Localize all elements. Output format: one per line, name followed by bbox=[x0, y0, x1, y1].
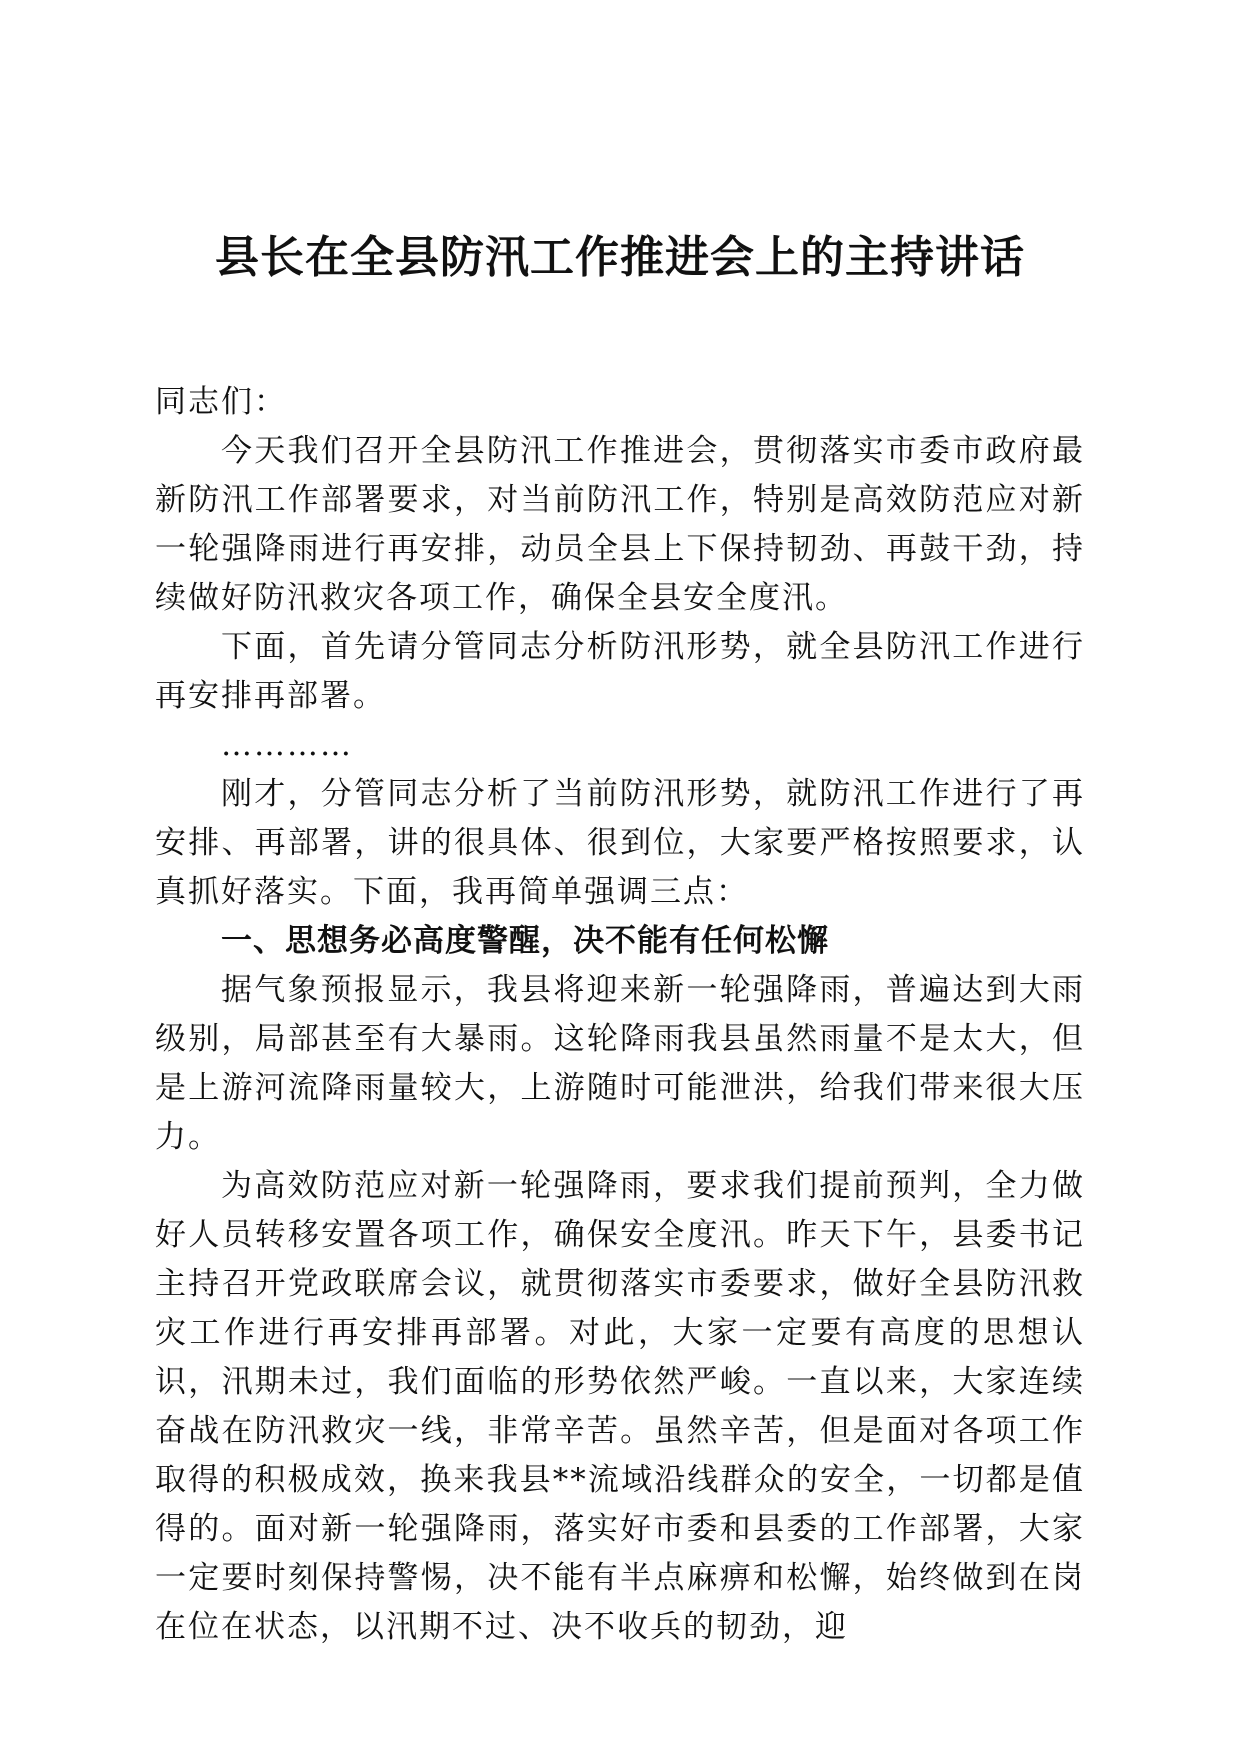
paragraph-agenda: 下面，首先请分管同志分析防汛形势，就全县防汛工作进行再安排再部署。 bbox=[155, 629, 1085, 714]
document-title: 县长在全县防汛工作推进会上的主持讲话 bbox=[215, 232, 1025, 283]
paragraph-summary: 刚才，分管同志分析了当前防汛形势，就防汛工作进行了再安排、再部署，讲的很具体、很到位，大家要严格按照要求，认真抓好落实。下面，我再简单强调三点： bbox=[155, 776, 1085, 910]
section-heading-1: 一、思想务必高度警醒，决不能有任何松懈 bbox=[221, 923, 829, 959]
document-body bbox=[155, 378, 1085, 1652]
paragraph-weather-forecast: 据气象预报显示，我县将迎来新一轮强降雨，普遍达到大雨级别，局部甚至有大暴雨。这轮降雨我县虽然雨量不是太大，但是上游河流降雨量较大，上游随时可能泄洪，给我们带来很大压力。 bbox=[155, 972, 1085, 1155]
paragraph-requirements: 为高效防范应对新一轮强降雨，要求我们提前预判，全力做好人员转移安置各项工作，确保安全度汛。昨天下午，县委书记主持召开党政联席会议，就贯彻落实市委要求，做好全县防汛救灾工作进行再安排再部署。对此，大家一定要有高度的思想认识，汛期未过，我们面临的形势依然严峻。一直以来，大家连续奋战在防汛救灾一线，非常辛苦。虽然辛苦，但是面对各项工作取得的积极成效，换来我县**流域沿线群众的安全，一切都是值得的。面对新一轮强降雨，落实好市委和县委的工作部署，大家一定要时刻保持警惕，决不能有半点麻痹和松懈，始终做到在岗在位在状态，以汛期不过、决不收兵的韧劲，迎 bbox=[155, 1168, 1085, 1645]
paragraph-opening: 今天我们召开全县防汛工作推进会，贯彻落实市委市政府最新防汛工作部署要求，对当前防汛工作，特别是高效防范应对新一轮强降雨进行再安排，动员全县上下保持韧劲、再鼓干劲，持续做好防汛救灾各项工作，确保全县安全度汛。 bbox=[155, 433, 1085, 616]
omission-ellipsis: ………… bbox=[221, 727, 353, 763]
salutation: 同志们： bbox=[155, 384, 287, 420]
